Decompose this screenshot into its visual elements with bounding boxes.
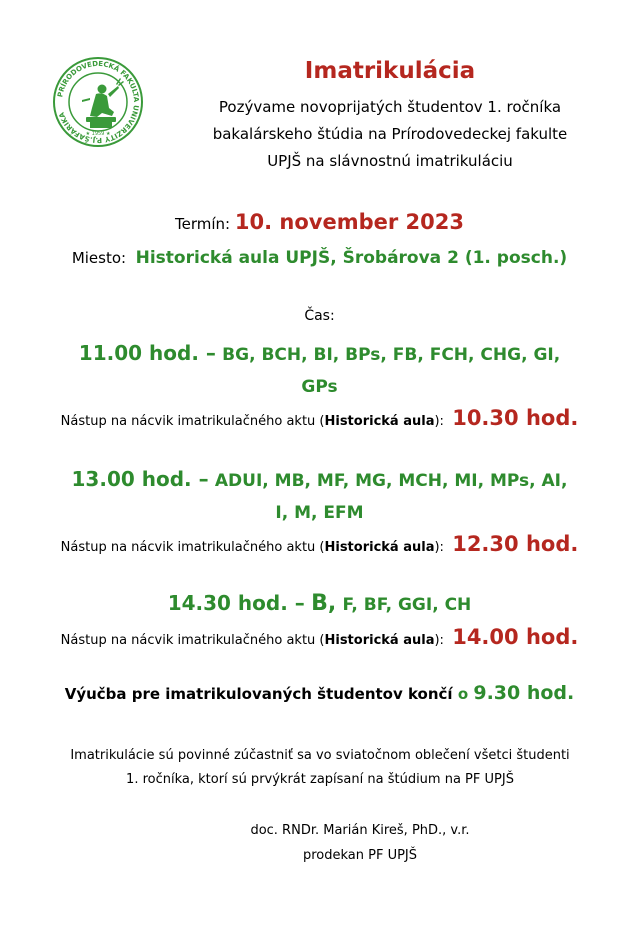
note-line-2: 1. ročníka, ktorí sú prvýkrát zapísaní na štúdium na PF UPJŠ: [126, 772, 514, 787]
slot-2: [0, 463, 639, 529]
date-label: Termín:: [175, 215, 231, 233]
place-value: Historická aula UPJŠ, Šrobárova 2 (1. posch.): [135, 248, 568, 268]
slot-3-rehearsal-time: 14.00 hod.: [452, 625, 579, 649]
intro-text: [150, 94, 630, 175]
seal-year: ★ 1959 ★: [85, 131, 111, 137]
date-line: [0, 210, 639, 234]
rehearsal-suffix: ):: [434, 633, 444, 648]
rehearsal-suffix: ):: [434, 414, 444, 429]
attendance-note: [30, 744, 610, 792]
slot-1-rehearsal-time: 10.30 hod.: [452, 406, 579, 430]
place-line: [0, 248, 639, 268]
slot-2-rehearsal: [0, 532, 639, 556]
date-value: 10. november 2023: [234, 210, 464, 234]
faculty-logo: [52, 56, 144, 148]
note-line-1: Imatrikulácie sú povinné zúčastniť sa vo sviatočnom oblečení všetci študenti: [70, 748, 570, 763]
rehearsal-suffix: ):: [434, 540, 444, 555]
signature: [200, 818, 520, 868]
slot-2-codes: ADUI, MB, MF, MG, MCH, MI, MPs, AI,: [214, 471, 568, 491]
rehearsal-text: Nástup na nácvik imatrikulačného aktu (: [60, 633, 325, 648]
rehearsal-place: Historická aula: [324, 540, 435, 555]
rehearsal-text: Nástup na nácvik imatrikulačného aktu (: [60, 540, 325, 555]
rehearsal-text: Nástup na nácvik imatrikulačného aktu (: [60, 414, 325, 429]
place-label: Miesto:: [71, 249, 127, 267]
slot-1-rehearsal: [0, 406, 639, 430]
page-title: Imatrikulácia: [304, 58, 476, 84]
slot-1: [0, 337, 639, 403]
slot-3: [0, 587, 639, 621]
slot-2-codes-cont: I, M, EFM: [275, 503, 364, 523]
slot-3-hour: 14.30 hod. –: [167, 591, 305, 615]
slot-3-codes: F, BF, GGI, CH: [342, 595, 472, 615]
slot-3-rehearsal: [0, 625, 639, 649]
intro-line-2: bakalárskeho štúdia na Prírodovedeckej fakulte: [212, 125, 568, 143]
signatory-role: prodekan PF UPJŠ: [302, 848, 418, 863]
intro-line-1: Pozývame novoprijatých študentov 1. ročníka: [218, 98, 562, 116]
slot-1-codes: BG, BCH, BI, BPs, FB, FCH, CHG, GI,: [222, 345, 561, 365]
time-label: Čas:: [304, 308, 335, 324]
slot-2-hour: 13.00 hod. –: [71, 467, 209, 491]
slot-1-codes-cont: GPs: [301, 377, 338, 397]
classes-end-time: 9.30 hod.: [473, 682, 575, 704]
rehearsal-place: Historická aula: [324, 633, 435, 648]
slot-3-lead: B,: [311, 591, 337, 616]
slot-1-hour: 11.00 hod. –: [78, 341, 216, 365]
intro-line-3: UPJŠ na slávnostnú imatrikuláciu: [267, 152, 513, 170]
slot-2-rehearsal-time: 12.30 hod.: [452, 532, 579, 556]
rehearsal-place: Historická aula: [324, 414, 435, 429]
classes-end-line: [0, 682, 639, 704]
signatory-name: doc. RNDr. Marián Kireš, PhD., v.r.: [250, 823, 470, 838]
seal-text: PRÍRODOVEDECKÁ FAKULTA UNIVERZITY P.J.ŠAFÁRIKA: [56, 59, 141, 145]
classes-end-connector: o: [457, 685, 469, 703]
classes-end-text: Výučba pre imatrikulovaných študentov končí: [64, 685, 453, 703]
